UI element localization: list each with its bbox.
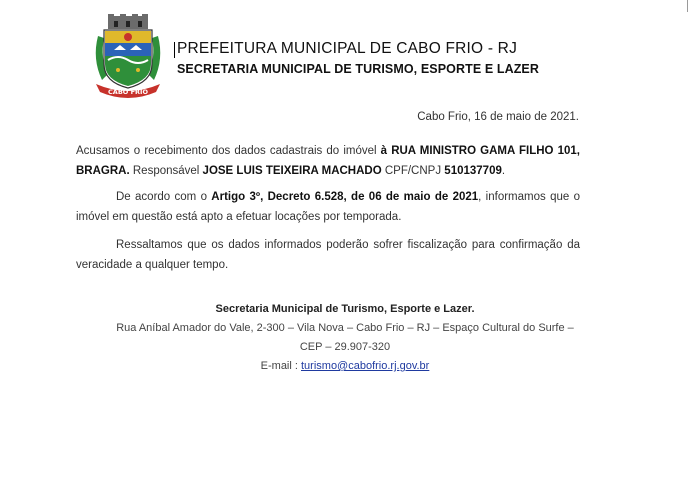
p1-text-3: CPF/CNPJ	[381, 165, 445, 177]
p2-text-1: De acordo com o	[116, 191, 212, 203]
p3-text-1: Ressaltamos que os dados informados poderão sofrer fiscalização para confirmação da veracidade a qualquer tempo.	[76, 239, 580, 271]
page-subtitle: SECRETARIA MUNICIPAL DE TURISMO, ESPORTE E LAZER	[177, 62, 539, 76]
crest-ribbon-text: CABO FRIO	[108, 88, 148, 96]
owner-name: JOSE LUIS TEIXEIRA MACHADO	[202, 165, 382, 177]
paragraph-receipt	[76, 141, 580, 181]
text-cursor	[174, 42, 175, 58]
p2-text-2: , informamos que o imóvel em questão está apto a efetuar locações por temporada.	[76, 191, 580, 223]
page-title: PREFEITURA MUNICIPAL DE CABO FRIO - RJ	[177, 40, 518, 57]
paragraph-decree	[76, 187, 580, 227]
letter-footer	[110, 300, 580, 376]
footer-email-line	[110, 357, 580, 376]
page-edge-line	[687, 0, 688, 12]
footer-address: Rua Aníbal Amador do Vale, 2-300 – Vila Nova – Cabo Frio – RJ – Espaço Cultural do Surfe – CEP – 29.907-320	[116, 322, 574, 353]
paragraph-inspection	[76, 235, 580, 275]
footer-email-label: E-mail :	[260, 360, 301, 372]
decree-reference: Artigo 3º, Decreto 6.528, de 06 de maio de 2021	[211, 191, 479, 203]
p1-text-1: Acusamos o recebimento dos dados cadastrais do imóvel	[76, 145, 381, 157]
footer-department-name: Secretaria Municipal de Turismo, Esporte e Lazer.	[215, 303, 475, 315]
p1-text-4: .	[501, 165, 506, 177]
p1-text-2: Responsável	[129, 165, 203, 177]
property-address: à RUA MINISTRO GAMA FILHO 101, BRAGRA.	[76, 145, 580, 177]
owner-document: 510137709	[444, 165, 502, 177]
footer-email-link[interactable]: turismo@cabofrio.rj.gov.br	[301, 360, 430, 372]
municipal-coat-of-arms-icon	[90, 14, 166, 98]
letter-date: Cabo Frio, 16 de maio de 2021.	[417, 111, 579, 123]
